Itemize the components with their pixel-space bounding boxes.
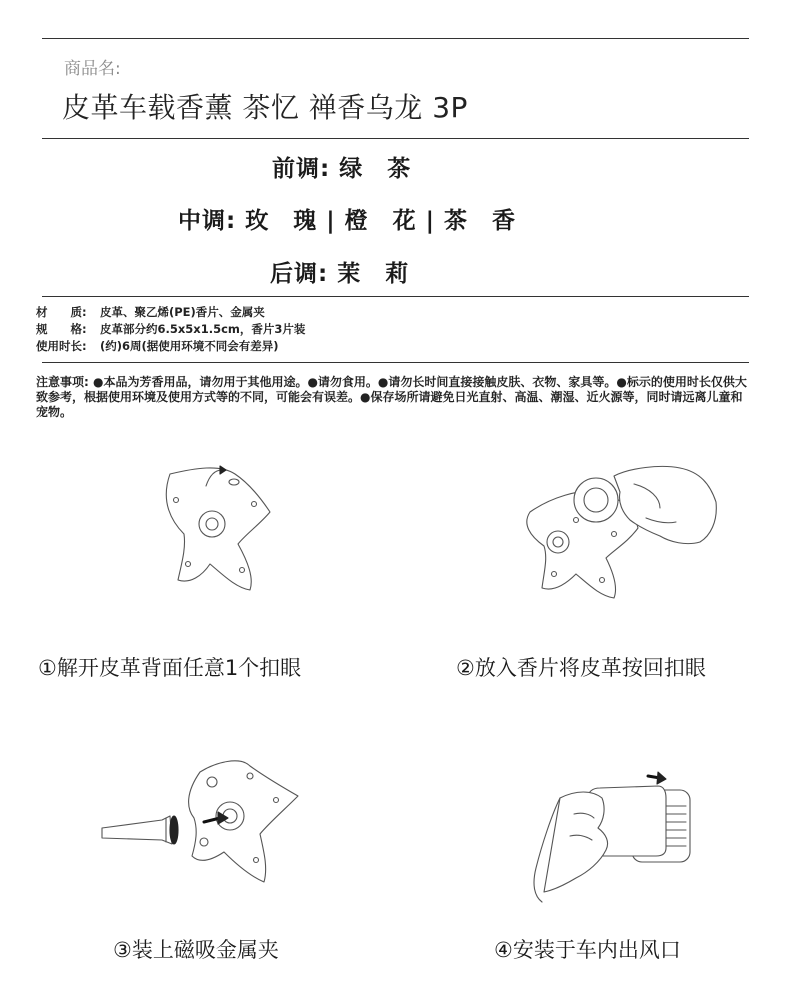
base-note: 后调: 茉 莉: [270, 261, 410, 287]
spec-material: [36, 304, 265, 320]
spec-material-key: 材 质:: [36, 305, 87, 319]
spec-size: [36, 321, 305, 337]
step3-illustration: [100, 752, 310, 892]
step3-label: ③装上磁吸金属夹: [113, 938, 279, 962]
step2-label: ②放入香片将皮革按回扣眼: [456, 656, 706, 680]
step4-illustration: [530, 768, 710, 908]
spec-size-key: 规 格:: [36, 322, 87, 336]
product-name: 皮革车载香薰 茶忆 禅香乌龙 3P: [62, 91, 468, 124]
header-divider: [42, 138, 749, 139]
step1-label: ①解开皮革背面任意1个扣眼: [38, 656, 302, 680]
top-note: 前调: 绿 茶: [272, 156, 412, 182]
notes-divider: [42, 296, 749, 297]
step1-illustration: [150, 462, 290, 612]
spec-duration-value: (约)6周(据使用环境不同会有差异): [100, 339, 279, 353]
spec-size-value: 皮革部分约6.5x5x1.5cm，香片3片装: [100, 322, 306, 336]
caution-notice: 注意事项: ●本品为芳香用品，请勿用于其他用途。●请勿食用。●请勿长时间直接接触皮肤、衣物、家具等。●标示的使用时长仅供大致参考，根据使用环境及使用方式等的不同，可能会有误差。●保存场所请避免日光直射、高温、潮湿、近火源等，同时请远离儿童和宠物。: [36, 375, 747, 419]
step4-label: ④安装于车内出风口: [494, 938, 681, 962]
spec-material-value: 皮革、聚乙烯(PE)香片、金属夹: [100, 305, 265, 319]
step2-illustration: [510, 462, 730, 612]
top-divider: [42, 38, 749, 39]
spec-duration-key: 使用时长:: [36, 339, 87, 353]
spec-duration: [36, 338, 279, 354]
specs-divider: [42, 362, 749, 363]
middle-note: 中调: 玫 瑰 | 橙 花 | 茶 香: [178, 208, 517, 234]
product-name-label: 商品名:: [64, 59, 121, 79]
